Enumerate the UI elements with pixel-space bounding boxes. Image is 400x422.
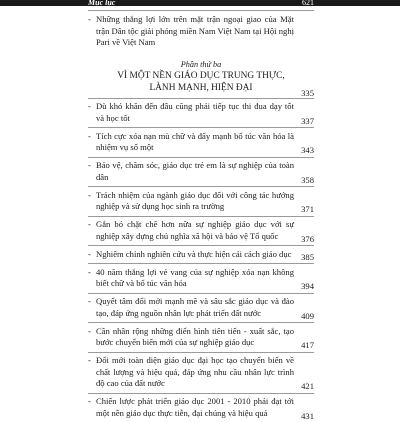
part-title-line-1: VÌ MỘT NỀN GIÁO DỤC TRUNG THỰC, <box>88 70 314 82</box>
toc-entry: - Gắn bó chặt chẽ hơn nữa sự nghiệp giáo dục với sự nghiệp xây dựng chủ nghĩa xã hội và bảo vệ Tổ quốc 376 <box>88 217 314 246</box>
toc-entry-title: Chiến lược phát triển giáo dục 2001 - 2010 phải đạt tới một nền giáo dục thực tiễn, đại chúng và hiệu quả <box>96 396 294 419</box>
toc-entry-title: Gắn bó chặt chẽ hơn nữa sự nghiệp giáo dục với sự nghiệp xây dựng chủ nghĩa xã hội và bảo vệ Tổ quốc <box>96 219 294 242</box>
toc-entry: - Trách nhiệm của ngành giáo dục đối với công tác hướng nghiệp và sử dụng học sinh ra trường 371 <box>88 187 314 216</box>
toc-entry: - Dù khó khăn đến đâu cũng phải tiếp tục thi đua dạy tốt và học tốt 337 <box>88 99 314 128</box>
toc-entry-page: 417 <box>301 340 314 352</box>
toc-entry-page: 358 <box>301 175 314 187</box>
toc-entry: - Những thắng lợi lớn trên mặt trận ngoại giao của Mặt trận Dân tộc giải phóng miền Nam Việt Nam tại Hội nghị Pari về Việt Nam <box>88 11 314 53</box>
toc-entry-title: Nghiêm chỉnh nghiên cứu và thực hiện cải cách giáo dục <box>96 249 294 261</box>
toc-entry-page: 343 <box>301 145 314 157</box>
toc-entry-page: 421 <box>301 381 314 393</box>
toc-entry-page: 431 <box>301 411 314 422</box>
toc-entry: - 40 năm thắng lợi vẻ vang của sự nghiệp xóa nạn không biết chữ và bổ túc văn hóa 394 <box>88 264 314 293</box>
toc-entry: - Quyết tâm đổi mới mạnh mẽ và sâu sắc giáo dục và đào tạo, đáp ứng nguồn nhân lực phát triển đất nước 409 <box>88 294 314 323</box>
toc-entry: - Cần nhân rộng những điển hình tiên tiến - xuất sắc, tạo bước chuyển biến mới của sự nghiệp giáo dục 417 <box>88 323 314 352</box>
toc-entry: - Bảo vệ, chăm sóc, giáo dục trẻ em là sự nghiệp của toàn dân 358 <box>88 158 314 187</box>
toc-entry-title: Bảo vệ, chăm sóc, giáo dục trẻ em là sự nghiệp của toàn dân <box>96 160 294 183</box>
toc-entry-title: Dù khó khăn đến đâu cũng phải tiếp tục thi đua dạy tốt và học tốt <box>96 101 294 124</box>
header-section-label: Mục lục <box>88 0 115 7</box>
toc-entry-list <box>88 98 314 422</box>
toc-entry-title: Những thắng lợi lớn trên mặt trận ngoại giao của Mặt trận Dân tộc giải phóng miền Nam Việt Nam tại Hội nghị Pari về Việt Nam <box>96 14 294 49</box>
part-page-number: 335 <box>301 88 314 98</box>
toc-entry-title: Tích cực xóa nạn mù chữ và đẩy mạnh bổ túc văn hóa là nhiệm vụ số một <box>96 131 294 154</box>
toc-entry-title: 40 năm thắng lợi vẻ vang của sự nghiệp xóa nạn không biết chữ và bổ túc văn hóa <box>96 267 294 290</box>
toc-entry-page: 376 <box>301 234 314 246</box>
toc-entry-title: Cần nhân rộng những điển hình tiên tiến - xuất sắc, tạo bước chuyển biến mới của sự nghiệp giáo dục <box>96 326 294 349</box>
table-of-contents <box>88 10 314 422</box>
toc-entry-page: 371 <box>301 204 314 216</box>
part-label: Phần thứ ba <box>88 59 314 70</box>
toc-entry-page: 409 <box>301 311 314 323</box>
part-title-line-2: LÀNH MẠNH, HIỆN ĐẠI <box>88 82 314 94</box>
toc-entry-title: Trách nhiệm của ngành giáo dục đối với công tác hướng nghiệp và sử dụng học sinh ra trường <box>96 190 294 213</box>
toc-entry-title: Đổi mới toàn diện giáo dục đại học tạo chuyển biến về chất lượng và hiệu quả, đáp ứng nhu cầu nhân lực trình độ cao của đất nước <box>96 355 294 390</box>
toc-entry: - Chiến lược phát triển giáo dục 2001 - 2010 phải đạt tới một nền giáo dục thực tiễn, đại chúng và hiệu quả 431 <box>88 394 314 422</box>
toc-entry-page: 385 <box>301 252 314 264</box>
header-page-number: 621 <box>302 0 314 7</box>
toc-entry-title: Quyết tâm đổi mới mạnh mẽ và sâu sắc giáo dục và đào tạo, đáp ứng nguồn nhân lực phát triển đất nước <box>96 296 294 319</box>
running-header <box>0 0 400 6</box>
toc-entry: - Đổi mới toàn diện giáo dục đại học tạo chuyển biến về chất lượng và hiệu quả, đáp ứng nhu cầu nhân lực trình độ cao của đất nước 421 <box>88 353 314 393</box>
toc-entry: - Tích cực xóa nạn mù chữ và đẩy mạnh bổ túc văn hóa là nhiệm vụ số một 343 <box>88 128 314 157</box>
toc-entry-page: 337 <box>301 116 314 128</box>
toc-entry: - Nghiêm chỉnh nghiên cứu và thực hiện cải cách giáo dục 385 <box>88 246 314 263</box>
toc-entry-page: 394 <box>301 281 314 293</box>
part-heading <box>88 53 314 98</box>
